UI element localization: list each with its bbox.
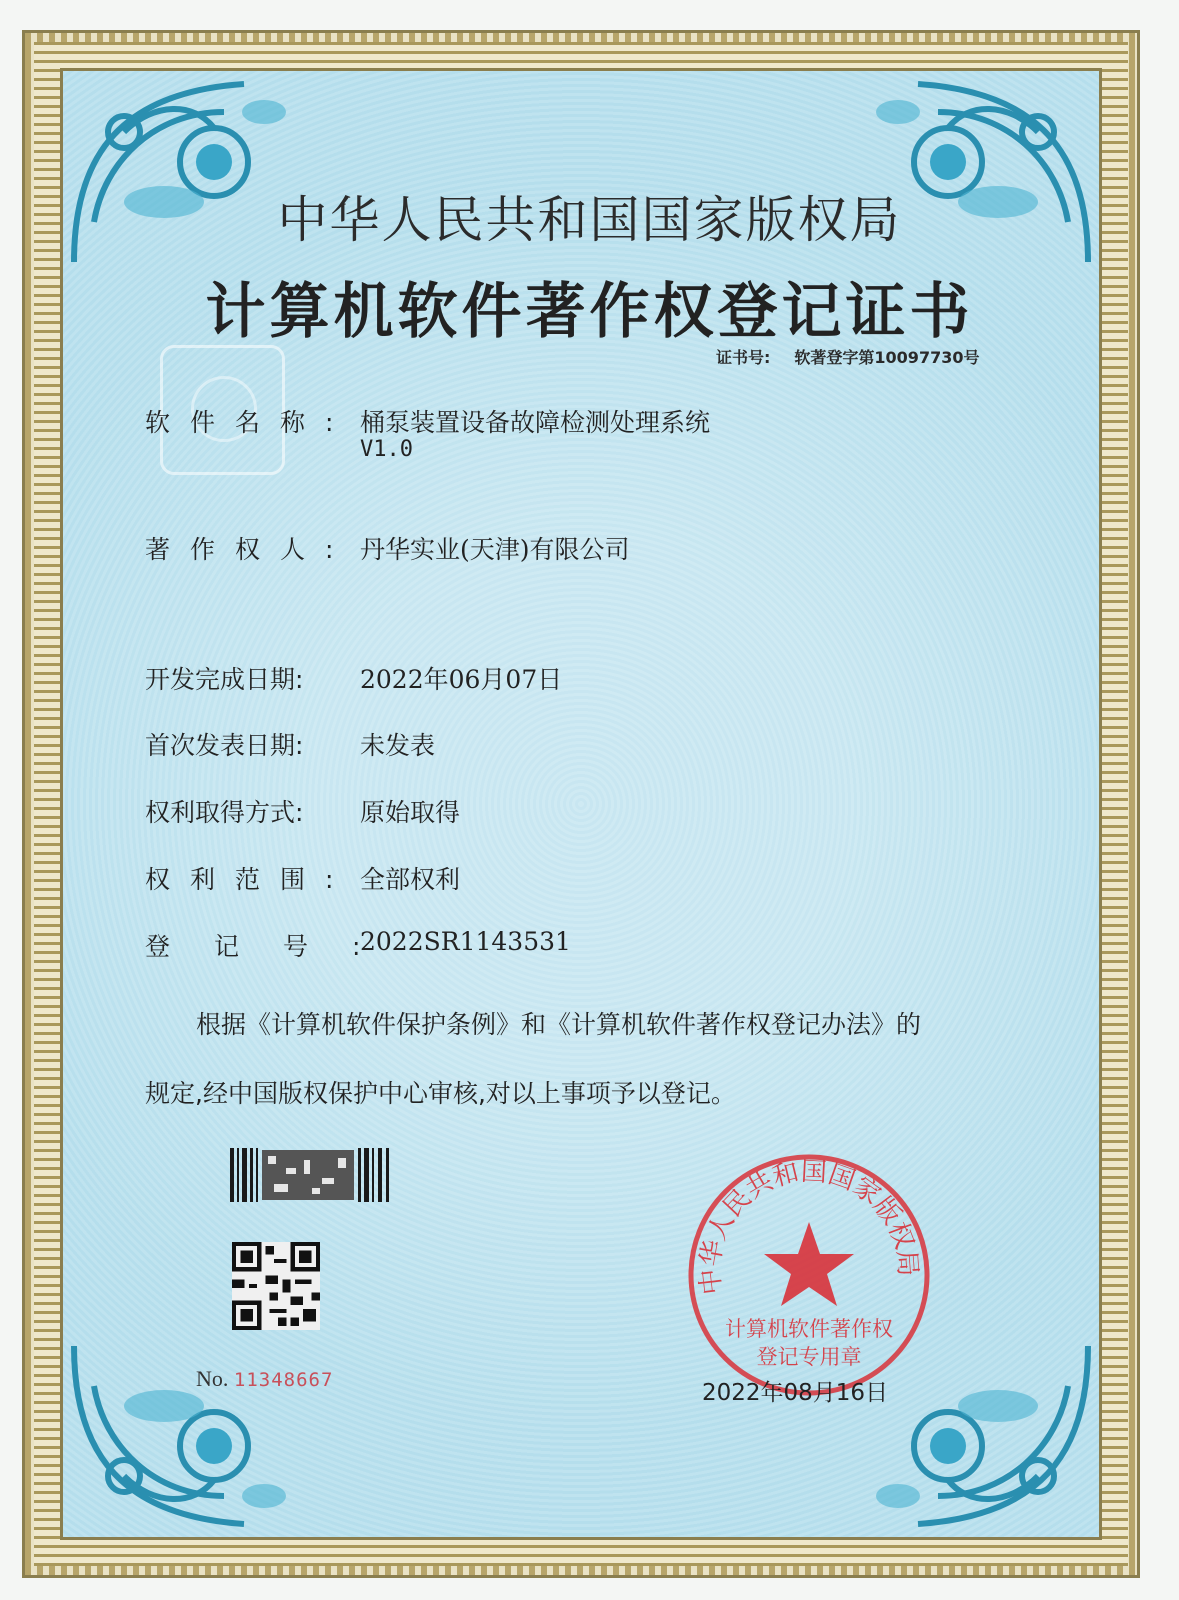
software-name-label: 软件名称:	[145, 408, 354, 437]
dev-complete-date-label: 开发完成日期:	[145, 665, 304, 694]
issuer-title: 中华人民共和国国家版权局	[277, 191, 902, 249]
certificate-title: 计算机软件著作权登记证书	[205, 277, 974, 347]
barcode	[230, 1148, 392, 1202]
software-name-value: 桶泵装置设备故障检测处理系统	[360, 408, 711, 437]
first-publish-date-value: 未发表	[360, 731, 436, 760]
registration-no-label: 登记号:	[145, 932, 405, 961]
rights-scope-label: 权利范围:	[145, 865, 354, 894]
acquisition-method-label: 权利取得方式:	[145, 798, 304, 827]
seal-ring-text: 中华人民共和国国家版权局	[695, 1156, 923, 1297]
copyright-owner-value: 丹华实业(天津)有限公司	[360, 535, 630, 564]
statement-line-2: 规定,经中国版权保护中心审核,对以上事项予以登记。	[145, 1079, 736, 1108]
seal-star-icon	[764, 1222, 854, 1306]
seal-inner-line-2: 登记专用章	[756, 1345, 862, 1369]
certificate-number-label: 证书号:	[716, 348, 771, 367]
issue-date: 2022年08月16日	[702, 1380, 889, 1406]
first-publish-date-label: 首次发表日期:	[145, 731, 304, 760]
seal-inner-line-1: 计算机软件著作权	[725, 1317, 893, 1341]
registration-no-value: 2022SR1143531	[360, 927, 571, 956]
acquisition-method-value: 原始取得	[360, 798, 461, 827]
serial-prefix: No.	[196, 1366, 229, 1391]
certificate-number	[716, 345, 979, 368]
serial-value: 11348667	[233, 1369, 334, 1391]
dev-complete-date-value: 2022年06月07日	[360, 665, 563, 694]
certificate-number-value: 软著登字第10097730号	[794, 348, 980, 367]
rights-scope-value: 全部权利	[360, 865, 461, 894]
copyright-owner-label: 著作权人:	[145, 535, 354, 564]
official-seal	[684, 1150, 934, 1400]
serial-number	[196, 1366, 333, 1392]
statement-line-1: 根据《计算机软件保护条例》和《计算机软件著作权登记办法》的	[196, 1010, 922, 1039]
software-name-version: V1.0	[360, 437, 413, 462]
qr-code	[232, 1242, 320, 1330]
